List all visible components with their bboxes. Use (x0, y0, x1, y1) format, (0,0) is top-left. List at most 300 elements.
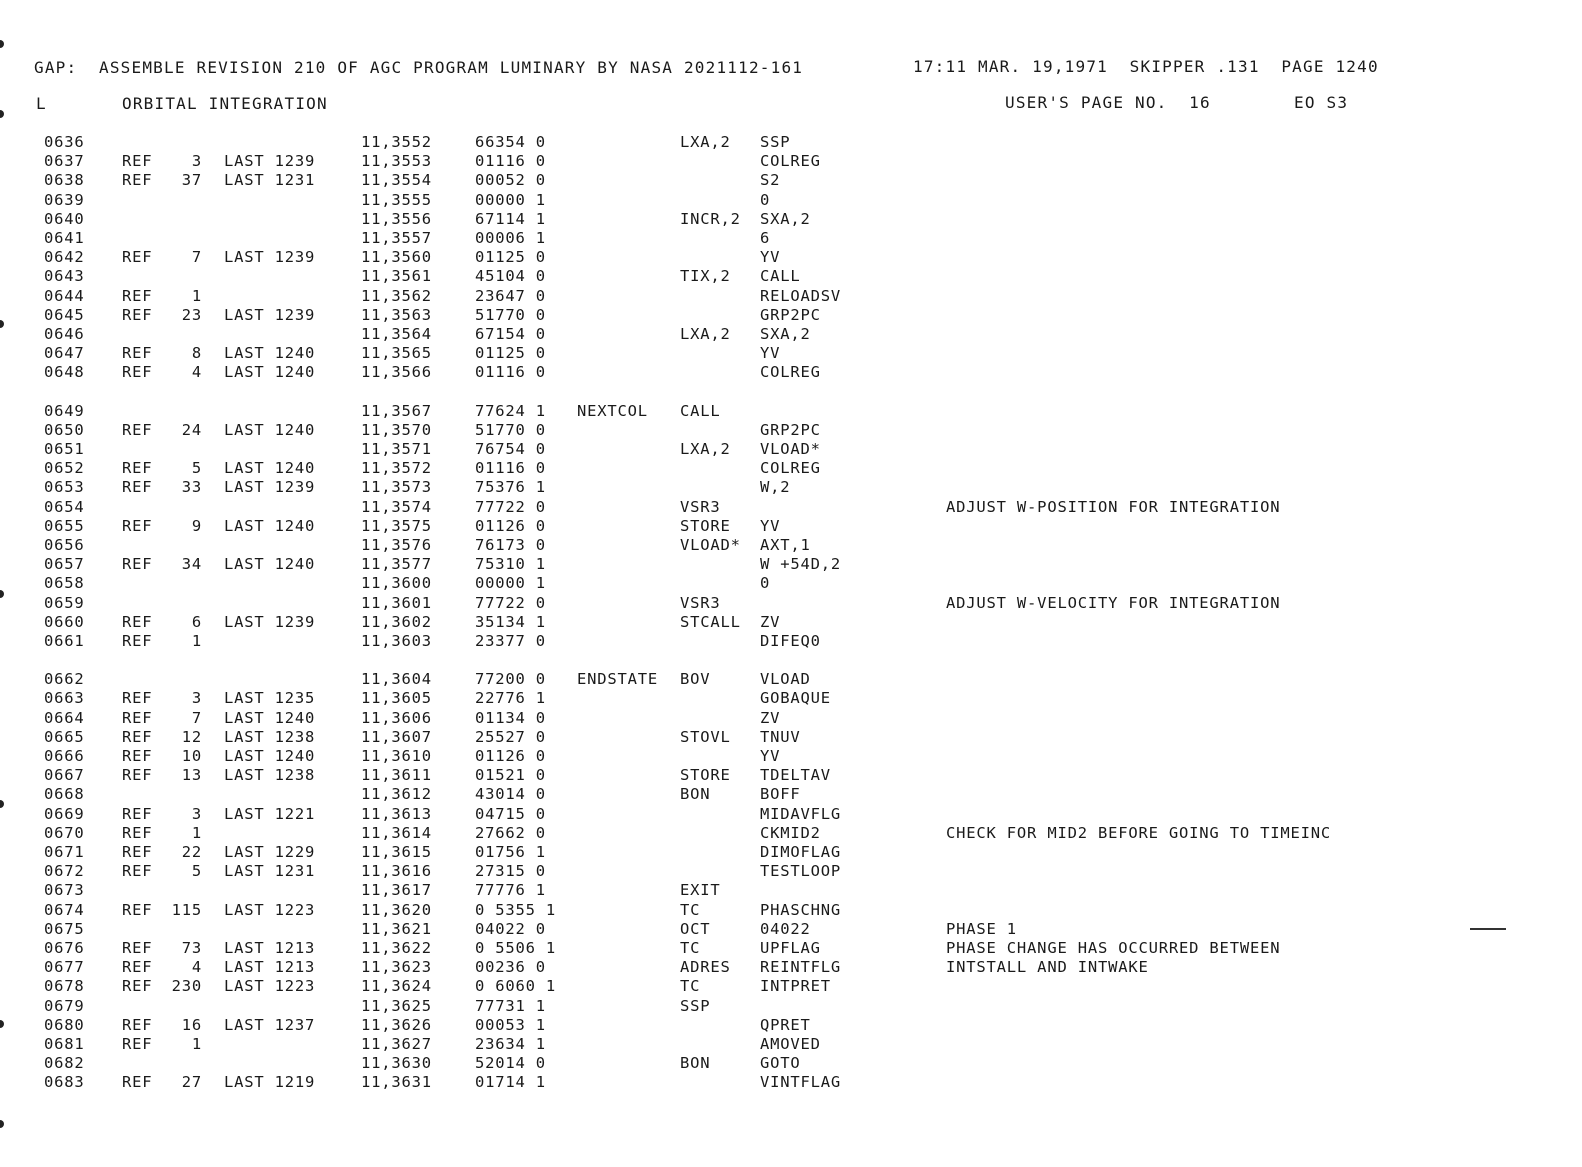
octal-value: 0 6060 1 (475, 977, 557, 996)
memory-address: 11,3630 (361, 1054, 432, 1073)
line-number: 0662 (44, 670, 85, 689)
operand: 0 (760, 190, 771, 209)
line-number: 0673 (44, 881, 85, 900)
line-number: 0651 (44, 440, 85, 458)
ref-label: REF (122, 152, 153, 171)
operand: YV (760, 344, 781, 363)
ref-count: 16 (181, 1015, 202, 1034)
opcode: TIX,2 (680, 267, 731, 286)
opcode: LXA,2 (680, 133, 731, 151)
octal-value: 01126 0 (475, 747, 546, 765)
ref-label: REF (122, 766, 153, 785)
listing-row (0, 1073, 1582, 1092)
line-number: 0647 (44, 344, 85, 363)
operand: UPFLAG (760, 939, 821, 957)
ref-count: 3 (191, 804, 202, 823)
last-page: LAST 1239 (224, 478, 316, 497)
opcode: STCALL (680, 612, 741, 631)
octal-value: 27315 0 (475, 862, 546, 881)
memory-address: 11,3564 (361, 325, 432, 343)
memory-address: 11,3567 (361, 401, 432, 420)
octal-value: 22776 1 (475, 689, 546, 708)
memory-address: 11,3620 (361, 900, 432, 919)
operand: GRP2PC (760, 420, 821, 439)
operand: INTPRET (760, 977, 831, 996)
ref-label: REF (122, 363, 153, 382)
opcode: BOV (680, 670, 711, 689)
octal-value: 77776 1 (475, 881, 546, 900)
listing-row (0, 517, 1582, 536)
ref-label: REF (122, 939, 153, 957)
ref-label: REF (122, 612, 153, 631)
memory-address: 11,3617 (361, 881, 432, 900)
line-number: 0656 (44, 536, 85, 554)
octal-value: 00000 1 (475, 190, 546, 209)
octal-value: 0 5506 1 (475, 939, 557, 957)
ref-label: REF (122, 823, 153, 842)
line-number: 0669 (44, 804, 85, 823)
ref-count: 1 (191, 1035, 202, 1053)
operand: AMOVED (760, 1035, 821, 1053)
operand: DIFEQ0 (760, 632, 821, 650)
operand: MIDAVFLG (760, 804, 842, 823)
operand: SXA,2 (760, 209, 811, 228)
ref-label: REF (122, 632, 153, 650)
line-number: 0644 (44, 286, 85, 305)
line-number: 0672 (44, 862, 85, 881)
octal-value: 27662 0 (475, 823, 546, 842)
octal-value: 77624 1 (475, 401, 546, 420)
line-number: 0666 (44, 747, 85, 765)
memory-address: 11,3552 (361, 133, 432, 151)
listing-row (0, 459, 1582, 478)
opcode: LXA,2 (680, 440, 731, 458)
listing-row (0, 421, 1582, 440)
operand: VLOAD (760, 670, 811, 689)
listing-row (0, 958, 1582, 977)
memory-address: 11,3556 (361, 209, 432, 228)
operand: SXA,2 (760, 325, 811, 343)
operand: RELOADSV (760, 286, 842, 305)
comment: ADJUST W-VELOCITY FOR INTEGRATION (946, 593, 1281, 612)
octal-value: 01756 1 (475, 843, 546, 861)
ref-label: REF (122, 516, 153, 535)
line-number: 0661 (44, 632, 85, 650)
opcode: TC (680, 977, 701, 996)
ref-label: REF (122, 727, 153, 746)
last-page: LAST 1239 (224, 612, 316, 631)
ref-label: REF (122, 248, 153, 267)
ref-count: 5 (191, 459, 202, 478)
ref-label: REF (122, 843, 153, 861)
comment: PHASE CHANGE HAS OCCURRED BETWEEN (946, 939, 1281, 957)
operand: CALL (760, 267, 801, 286)
memory-address: 11,3574 (361, 497, 432, 516)
comment: CHECK FOR MID2 BEFORE GOING TO TIMEINC (946, 823, 1332, 842)
line-number: 0654 (44, 497, 85, 516)
operand: REINTFLG (760, 958, 842, 977)
memory-address: 11,3602 (361, 612, 432, 631)
octal-value: 00052 0 (475, 171, 546, 190)
operand: TDELTAV (760, 766, 831, 785)
operand: COLREG (760, 363, 821, 382)
listing-row (0, 536, 1582, 555)
octal-value: 67154 0 (475, 325, 546, 343)
memory-address: 11,3625 (361, 996, 432, 1015)
page-code: EO S3 (1294, 93, 1349, 112)
operand: ZV (760, 612, 781, 631)
opcode: SSP (680, 996, 711, 1015)
line-number: 0659 (44, 593, 85, 612)
code-label: NEXTCOL (577, 401, 648, 420)
memory-address: 11,3612 (361, 785, 432, 804)
ref-count: 9 (191, 516, 202, 535)
memory-address: 11,3576 (361, 536, 432, 554)
line-number: 0668 (44, 785, 85, 804)
octal-value: 23377 0 (475, 632, 546, 650)
operand: CKMID2 (760, 823, 821, 842)
memory-address: 11,3611 (361, 766, 432, 785)
last-page: LAST 1240 (224, 516, 316, 535)
last-page: LAST 1231 (224, 862, 316, 881)
memory-address: 11,3604 (361, 670, 432, 689)
line-number: 0671 (44, 843, 85, 861)
listing-row (0, 824, 1582, 843)
punch-hole (0, 1120, 4, 1128)
line-number: 0640 (44, 209, 85, 228)
operand: 0 (760, 574, 771, 593)
last-page: LAST 1231 (224, 171, 316, 190)
octal-value: 0 5355 1 (475, 900, 557, 919)
memory-address: 11,3600 (361, 574, 432, 593)
listing-row (0, 613, 1582, 632)
opcode: VSR3 (680, 593, 721, 612)
memory-address: 11,3573 (361, 478, 432, 497)
last-page: LAST 1213 (224, 958, 316, 977)
operand: W,2 (760, 478, 791, 497)
line-number: 0683 (44, 1073, 85, 1092)
operand: ZV (760, 708, 781, 727)
listing-row (0, 1035, 1582, 1054)
memory-address: 11,3616 (361, 862, 432, 881)
punch-hole (0, 110, 4, 118)
ref-count: 7 (191, 708, 202, 727)
octal-value: 01521 0 (475, 766, 546, 785)
ref-label: REF (122, 708, 153, 727)
listing-row (0, 709, 1582, 728)
memory-address: 11,3627 (361, 1035, 432, 1053)
line-number: 0681 (44, 1035, 85, 1053)
listing-row (0, 843, 1582, 862)
last-page: LAST 1238 (224, 727, 316, 746)
line-number: 0649 (44, 401, 85, 420)
line-number: 0646 (44, 325, 85, 343)
opcode: STORE (680, 766, 731, 785)
listing-row (0, 939, 1582, 958)
operand: VINTFLAG (760, 1073, 842, 1092)
operand: YV (760, 516, 781, 535)
octal-value: 77722 0 (475, 497, 546, 516)
octal-value: 75376 1 (475, 478, 546, 497)
line-number: 0678 (44, 977, 85, 996)
operand: BOFF (760, 785, 801, 804)
ref-count: 1 (191, 823, 202, 842)
listing-row (0, 440, 1582, 459)
ref-label: REF (122, 958, 153, 977)
memory-address: 11,3610 (361, 747, 432, 765)
ref-label: REF (122, 747, 153, 765)
listing-row (0, 191, 1582, 210)
ref-count: 22 (181, 843, 202, 861)
opcode: VSR3 (680, 497, 721, 516)
comment: ADJUST W-POSITION FOR INTEGRATION (946, 497, 1281, 516)
memory-address: 11,3606 (361, 708, 432, 727)
operand: W +54D,2 (760, 555, 842, 574)
last-page: LAST 1240 (224, 708, 316, 727)
listing-row (0, 171, 1582, 190)
octal-value: 77200 0 (475, 670, 546, 689)
ref-count: 73 (181, 939, 202, 957)
octal-value: 01714 1 (475, 1073, 546, 1092)
listing-row (0, 555, 1582, 574)
ref-label: REF (122, 862, 153, 881)
operand: COLREG (760, 152, 821, 171)
last-page: LAST 1213 (224, 939, 316, 957)
line-number: 0658 (44, 574, 85, 593)
octal-value: 23634 1 (475, 1035, 546, 1053)
ref-label: REF (122, 804, 153, 823)
last-page: LAST 1229 (224, 843, 316, 861)
listing-row (0, 306, 1582, 325)
memory-address: 11,3563 (361, 305, 432, 324)
ref-count: 12 (181, 727, 202, 746)
listing-row (0, 670, 1582, 689)
line-number: 0679 (44, 996, 85, 1015)
octal-value: 01125 0 (475, 344, 546, 363)
punch-hole (0, 40, 4, 48)
octal-value: 67114 1 (475, 209, 546, 228)
last-page: LAST 1237 (224, 1015, 316, 1034)
ref-count: 7 (191, 248, 202, 267)
octal-value: 00006 1 (475, 229, 546, 247)
octal-value: 04715 0 (475, 804, 546, 823)
memory-address: 11,3553 (361, 152, 432, 171)
operand: PHASCHNG (760, 900, 842, 919)
memory-address: 11,3575 (361, 516, 432, 535)
ref-label: REF (122, 420, 153, 439)
operand: TESTLOOP (760, 862, 842, 881)
octal-value: 77722 0 (475, 593, 546, 612)
line-number: 0676 (44, 939, 85, 957)
octal-value: 04022 0 (475, 919, 546, 938)
listing-row (0, 229, 1582, 248)
octal-value: 00053 1 (475, 1015, 546, 1034)
octal-value: 76754 0 (475, 440, 546, 458)
listing-row (0, 574, 1582, 593)
operand: COLREG (760, 459, 821, 478)
ref-label: REF (122, 555, 153, 574)
ref-count: 10 (181, 747, 202, 765)
line-number: 0652 (44, 459, 85, 478)
memory-address: 11,3577 (361, 555, 432, 574)
listing-row (0, 747, 1582, 766)
comment: PHASE 1 (946, 919, 1017, 938)
ref-label: REF (122, 459, 153, 478)
last-page: LAST 1240 (224, 363, 316, 382)
last-page: LAST 1240 (224, 459, 316, 478)
opcode: BON (680, 785, 711, 804)
listing-row (0, 766, 1582, 785)
listing-row (0, 862, 1582, 881)
last-page: LAST 1240 (224, 344, 316, 363)
operand: AXT,1 (760, 536, 811, 554)
octal-value: 01134 0 (475, 708, 546, 727)
ref-label: REF (122, 305, 153, 324)
assembly-title: GAP: ASSEMBLE REVISION 210 OF AGC PROGRAM LUMINARY BY NASA 2021112-161 (34, 58, 804, 77)
listing-type: L (36, 94, 47, 113)
ref-count: 27 (181, 1073, 202, 1092)
ref-count: 33 (181, 478, 202, 497)
octal-value: 01125 0 (475, 248, 546, 267)
octal-value: 43014 0 (475, 785, 546, 804)
last-page: LAST 1239 (224, 152, 316, 171)
operand: VLOAD* (760, 440, 821, 458)
line-number: 0648 (44, 363, 85, 382)
opcode: VLOAD* (680, 536, 741, 554)
listing-row (0, 805, 1582, 824)
opcode: CALL (680, 401, 721, 420)
ref-label: REF (122, 344, 153, 363)
ref-count: 3 (191, 152, 202, 171)
last-page: LAST 1240 (224, 747, 316, 765)
listing-row (0, 152, 1582, 171)
listing-row (0, 344, 1582, 363)
line-number: 0645 (44, 305, 85, 324)
line-number: 0664 (44, 708, 85, 727)
last-page: LAST 1219 (224, 1073, 316, 1092)
memory-address: 11,3626 (361, 1015, 432, 1034)
last-page: LAST 1238 (224, 766, 316, 785)
listing-row (0, 594, 1582, 613)
octal-value: 66354 0 (475, 133, 546, 151)
ref-count: 34 (181, 555, 202, 574)
memory-address: 11,3623 (361, 958, 432, 977)
memory-address: 11,3562 (361, 286, 432, 305)
opcode: TC (680, 900, 701, 919)
ref-count: 1 (191, 632, 202, 650)
memory-address: 11,3565 (361, 344, 432, 363)
memory-address: 11,3560 (361, 248, 432, 267)
comment: INTSTALL AND INTWAKE (946, 958, 1149, 977)
line-number: 0642 (44, 248, 85, 267)
octal-value: 01116 0 (475, 459, 546, 478)
octal-value: 23647 0 (475, 286, 546, 305)
ref-count: 8 (191, 344, 202, 363)
memory-address: 11,3614 (361, 823, 432, 842)
operand: GRP2PC (760, 305, 821, 324)
opcode: STORE (680, 516, 731, 535)
opcode: STOVL (680, 727, 731, 746)
listing-row (0, 478, 1582, 497)
opcode: BON (680, 1054, 711, 1073)
octal-value: 01116 0 (475, 152, 546, 171)
ref-label: REF (122, 900, 153, 919)
operand: GOBAQUE (760, 689, 831, 708)
line-number: 0677 (44, 958, 85, 977)
memory-address: 11,3554 (361, 171, 432, 190)
octal-value: 25527 0 (475, 727, 546, 746)
operand: TNUV (760, 727, 801, 746)
line-number: 0665 (44, 727, 85, 746)
listing-row (0, 1054, 1582, 1073)
ref-count: 115 (171, 900, 202, 919)
ref-label: REF (122, 689, 153, 708)
memory-address: 11,3572 (361, 459, 432, 478)
last-page: LAST 1235 (224, 689, 316, 708)
margin-mark (1470, 928, 1506, 930)
listing-row (0, 881, 1582, 900)
opcode: TC (680, 939, 701, 957)
octal-value: 45104 0 (475, 267, 546, 286)
ref-label: REF (122, 1035, 153, 1053)
line-number: 0639 (44, 190, 85, 209)
line-number: 0650 (44, 420, 85, 439)
memory-address: 11,3555 (361, 190, 432, 209)
octal-value: 01126 0 (475, 516, 546, 535)
line-number: 0670 (44, 823, 85, 842)
ref-label: REF (122, 478, 153, 497)
opcode: EXIT (680, 881, 721, 900)
ref-count: 23 (181, 305, 202, 324)
operand: S2 (760, 171, 781, 190)
line-number: 0636 (44, 133, 85, 151)
listing-row (0, 402, 1582, 421)
section-title: ORBITAL INTEGRATION (122, 94, 328, 113)
memory-address: 11,3557 (361, 229, 432, 247)
memory-address: 11,3566 (361, 363, 432, 382)
ref-label: REF (122, 286, 153, 305)
last-page: LAST 1239 (224, 305, 316, 324)
listing-row (0, 325, 1582, 344)
listing-row (0, 498, 1582, 517)
last-page: LAST 1240 (224, 555, 316, 574)
octal-value: 52014 0 (475, 1054, 546, 1073)
memory-address: 11,3603 (361, 632, 432, 650)
listing-row (0, 248, 1582, 267)
memory-address: 11,3615 (361, 843, 432, 861)
line-number: 0682 (44, 1054, 85, 1073)
memory-address: 11,3621 (361, 919, 432, 938)
operand: QPRET (760, 1015, 811, 1034)
last-page: LAST 1221 (224, 804, 316, 823)
memory-address: 11,3571 (361, 440, 432, 458)
line-number: 0667 (44, 766, 85, 785)
listing-row (0, 689, 1582, 708)
listing-row (0, 267, 1582, 286)
operand: 6 (760, 229, 771, 247)
listing-row (0, 785, 1582, 804)
line-number: 0638 (44, 171, 85, 190)
ref-label: REF (122, 171, 153, 190)
octal-value: 51770 0 (475, 420, 546, 439)
line-number: 0675 (44, 919, 85, 938)
operand: SSP (760, 133, 791, 151)
ref-count: 4 (191, 958, 202, 977)
octal-value: 00000 1 (475, 574, 546, 593)
operand: YV (760, 248, 781, 267)
last-page: LAST 1239 (224, 248, 316, 267)
ref-count: 3 (191, 689, 202, 708)
